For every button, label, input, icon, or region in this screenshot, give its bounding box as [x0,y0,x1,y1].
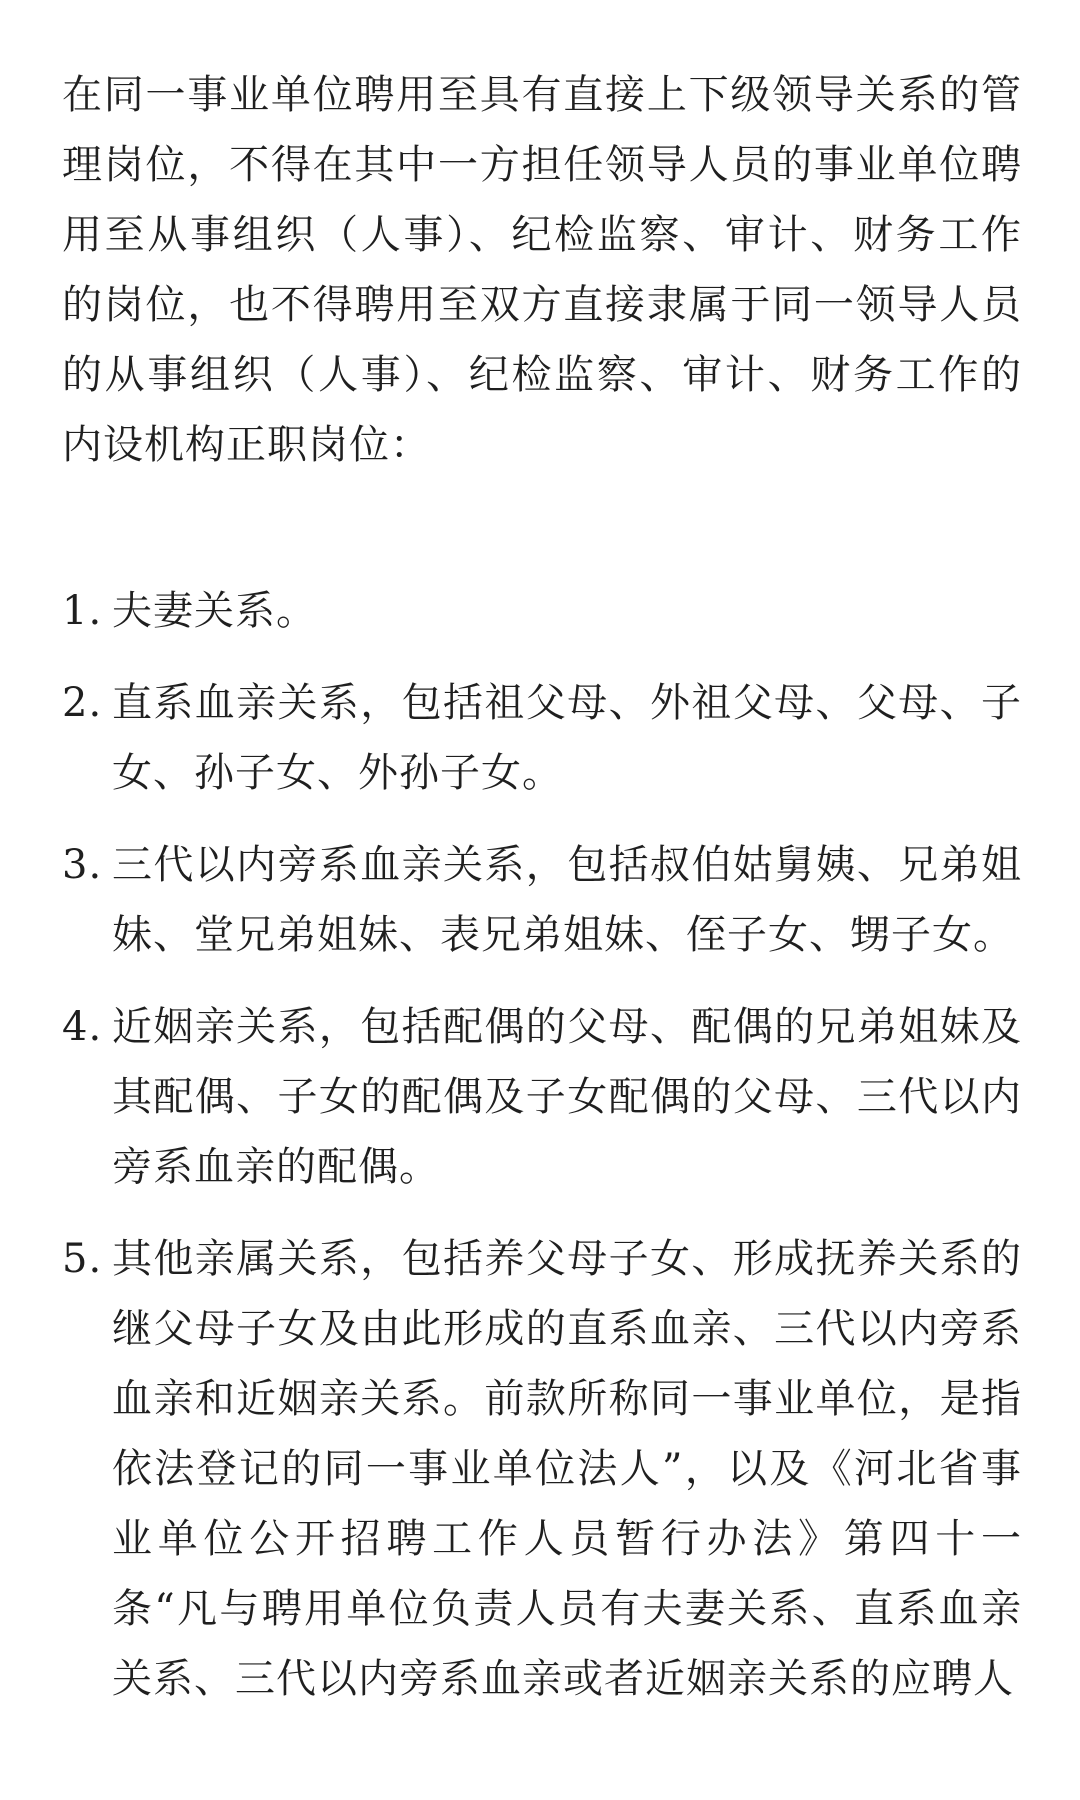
list-item-number: 4. [62,1004,103,1050]
list-item-text: 直系血亲关系，包括祖父母、外祖父母、父母、子女、孙子女、外孙子女。 [112,680,1022,796]
list-item-number: 2. [62,680,103,726]
list-item [62,576,1022,646]
list-item [62,1224,1022,1714]
list-item-text: 其他亲属关系，包括养父母子女、形成抚养关系的继父母子女及由此形成的直系血亲、三代以内旁系血亲和近姻亲关系。前款所称同一事业单位，是指依法登记的同一事业单位法人”，以及《河北省事业单位公开招聘工作人员暂行办法》第四十一条“凡与聘用单位负责人员有夫妻关系、直系血亲关系、三代以内旁系血亲或者近姻亲关系的应聘人 [112,1236,1022,1702]
list-item [62,830,1022,970]
relationship-list [62,576,1022,1714]
list-item [62,668,1022,808]
list-item-text: 近姻亲关系，包括配偶的父母、配偶的兄弟姐妹及其配偶、子女的配偶及子女配偶的父母、三代以内旁系血亲的配偶。 [112,1004,1022,1190]
list-item [62,992,1022,1202]
list-item-number: 1. [62,588,103,634]
article-body [62,60,1022,1736]
list-item-text: 夫妻关系。 [112,588,317,634]
list-item-number: 5. [62,1236,103,1282]
intro-paragraph: 在同一事业单位聘用至具有直接上下级领导关系的管理岗位，不得在其中一方担任领导人员的事业单位聘用至从事组织（人事）、纪检监察、审计、财务工作的岗位，也不得聘用至双方直接隶属于同一领导人员的从事组织（人事）、纪检监察、审计、财务工作的内设机构正职岗位： [62,72,1022,468]
list-item-number: 3. [62,842,103,888]
list-item-text: 三代以内旁系血亲关系，包括叔伯姑舅姨、兄弟姐妹、堂兄弟姐妹、表兄弟姐妹、侄子女、甥子女。 [112,842,1022,958]
